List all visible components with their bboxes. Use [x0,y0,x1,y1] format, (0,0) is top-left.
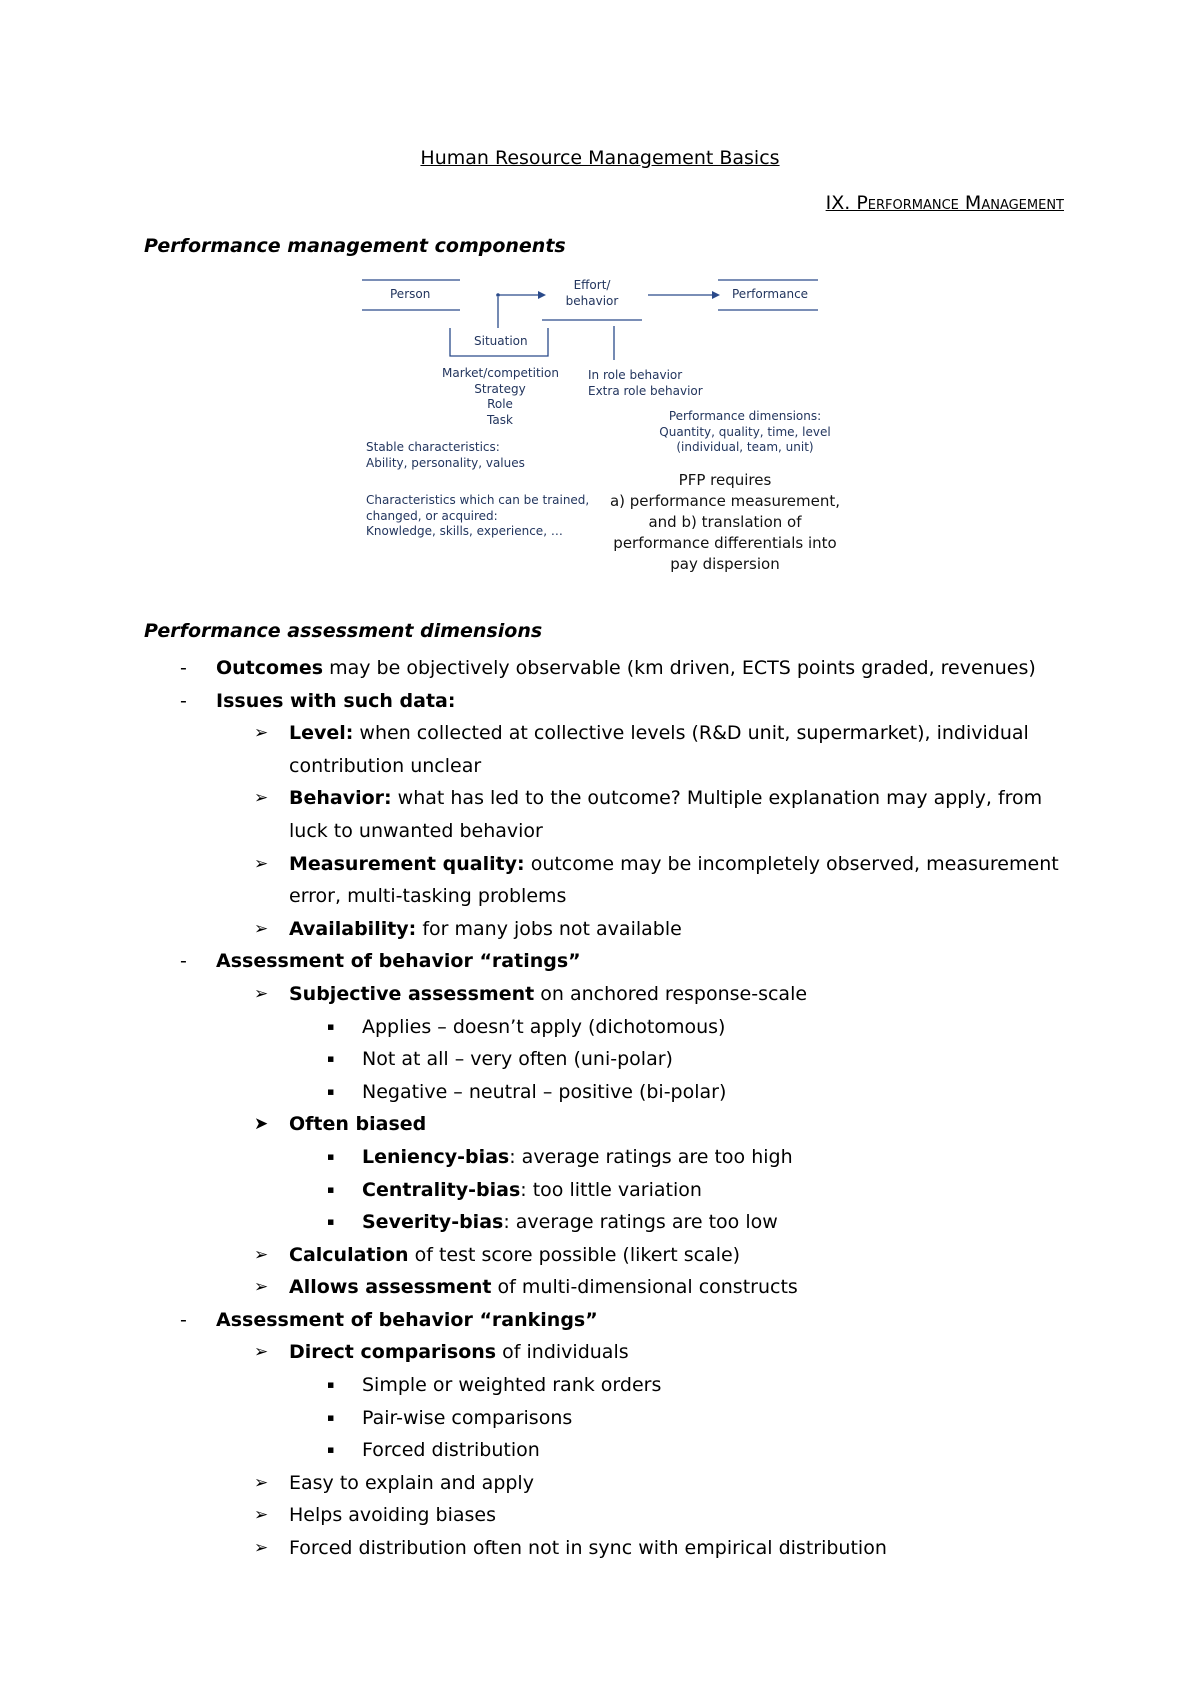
list-item-level-3 [144,1402,1084,1435]
arrow-bullet-icon: ➢ [254,788,269,809]
square-bullet-icon: ▪ [327,1084,335,1098]
list-item-text: : too little variation [520,1178,702,1201]
list-item-term: Issues with such data: [216,689,456,712]
list-item-level-2 [144,978,1084,1011]
list-item-level-3 [144,1141,1084,1174]
list-item-level-2 [144,913,1084,946]
list-item-level-1 [144,652,1084,685]
diagram-pfp-requires: PFP requires a) performance measurement, and b) translation of performance differentials into pay dispersion [609,471,841,573]
chapter-title: IX. Performance Management [825,192,1064,214]
diagram-behavior-types: In role behavior Extra role behavior [588,368,703,398]
list-item-text: of test score possible (likert scale) [408,1243,741,1266]
list-item-term: Subjective assessment [289,982,535,1005]
list-item-term: Outcomes [216,657,324,679]
square-bullet-icon: ▪ [327,1410,335,1424]
square-bullet-icon: ▪ [327,1378,335,1392]
list-item-text: may be objectively observable (km driven, ECTS points graded, revenues) [323,657,1036,679]
list-item-term: Leniency-bias [362,1145,510,1168]
list-item-text: Pair-wise comparisons [362,1406,573,1429]
list-item-level-3 [144,1434,1084,1467]
list-item-text: : average ratings are too high [509,1145,793,1168]
list-item-text: for many jobs not available [416,917,682,940]
list-item-text: Helps avoiding biases [289,1504,496,1527]
arrow-bullet-icon: ➢ [254,1538,269,1559]
square-bullet-icon: ▪ [327,1182,335,1196]
list-item-text: Applies – doesn’t apply (dichotomous) [362,1015,726,1038]
list-item-level-2 [144,717,1084,782]
list-item-term: Behavior: [289,787,392,810]
document-title: Human Resource Management Basics [420,147,780,169]
section-heading-assessment: Performance assessment dimensions [144,620,543,642]
list-item-term: Direct comparisons [289,1341,497,1364]
list-item-text: when collected at collective levels (R&D unit, supermarket), individual contribution unclear [289,722,1029,777]
list-item-term: Assessment of behavior “ratings” [216,950,581,973]
dash-bullet: - [180,689,187,712]
dash-bullet: - [180,657,187,679]
list-item-text: Not at all – very often (uni-polar) [362,1048,673,1071]
arrow-bullet-icon: ➢ [254,1244,269,1265]
list-item-level-3 [144,1369,1084,1402]
diagram-changeable-characteristics: Characteristics which can be trained, changed, or acquired: Knowledge, skills, experience, … [366,493,590,538]
list-item-text: Forced distribution often not in sync with empirical distribution [289,1537,887,1560]
diagram-situation-factors: Market/competition Strategy Role Task [442,366,559,427]
list-item-level-3 [144,1206,1084,1239]
list-item-term: Level: [289,722,354,745]
list-item-level-2 [144,1532,1084,1565]
diagram-performance-dimensions: Performance dimensions: Quantity, quality, time, level (individual, team, unit) [659,409,831,454]
arrow-bullet-icon: ➢ [254,918,269,939]
list-item-term: Often biased [289,1113,427,1136]
diagram-node-situation: Situation [474,334,528,348]
list-item-text: of multi-dimensional constructs [491,1276,798,1299]
list-item-level-2 [144,1499,1084,1532]
diagram-node-performance: Performance [732,287,809,301]
dash-bullet: - [180,950,187,973]
list-item-term: Calculation [289,1243,409,1266]
arrow-bullet-icon: ➢ [254,1277,269,1298]
arrow-bullet-icon: ➤ [254,1114,269,1135]
square-bullet-icon: ▪ [327,1019,335,1033]
square-bullet-icon: ▪ [327,1149,335,1163]
list-item-text: outcome may be incompletely observed, measurement error, multi-tasking problems [289,852,1059,908]
list-item-level-2 [144,782,1084,847]
square-bullet-icon: ▪ [327,1052,335,1066]
list-item-level-2 [144,848,1084,913]
list-item-text: on anchored response-scale [534,982,808,1005]
diagram-node-effort: Effort/ behavior [565,278,619,308]
list-item-text: what has led to the outcome? Multiple explanation may apply, from luck to unwanted behavior [289,787,1043,842]
list-item-text: Negative – neutral – positive (bi-polar) [362,1080,727,1103]
list-item-text: : average ratings are too low [503,1211,778,1234]
list-item-term: Measurement quality: [289,852,525,875]
list-item-level-3 [144,1043,1084,1076]
dash-bullet: - [180,1308,187,1331]
list-item-term: Centrality-bias [362,1178,521,1201]
list-item-term: Allows assessment [289,1276,492,1299]
diagram-node-person: Person [390,287,431,301]
assessment-dimensions-list [144,652,1084,1565]
list-item-level-2 [144,1336,1084,1369]
list-item-term: Severity-bias [362,1211,504,1234]
arrow-bullet-icon: ➢ [254,723,269,744]
square-bullet-icon: ▪ [327,1215,335,1229]
list-item-level-3 [144,1011,1084,1044]
list-item-text: Easy to explain and apply [289,1471,534,1494]
list-item-text: Forced distribution [362,1439,540,1462]
performance-components-diagram [360,272,860,582]
list-item-level-2 [144,1108,1084,1141]
list-item-level-1 [144,945,1084,978]
list-item-level-2 [144,1239,1084,1272]
list-item-level-1 [144,685,1084,718]
list-item-level-3 [144,1174,1084,1207]
list-item-level-3 [144,1076,1084,1109]
list-item-text: Simple or weighted rank orders [362,1374,662,1397]
arrow-bullet-icon: ➢ [254,1342,269,1363]
list-item-level-1 [144,1304,1084,1337]
list-item-term: Availability: [289,917,417,940]
arrow-bullet-icon: ➢ [254,1505,269,1526]
arrow-bullet-icon: ➢ [254,1472,269,1493]
square-bullet-icon: ▪ [327,1443,335,1457]
list-item-level-2 [144,1467,1084,1500]
section-heading-components: Performance management components [144,235,566,257]
list-item-term: Assessment of behavior “rankings” [216,1308,598,1331]
arrow-bullet-icon: ➢ [254,983,269,1004]
list-item-text: of individuals [496,1341,629,1364]
diagram-stable-characteristics: Stable characteristics: Ability, personality, values [366,440,525,470]
list-item-level-2 [144,1271,1084,1304]
arrow-bullet-icon: ➢ [254,853,269,874]
